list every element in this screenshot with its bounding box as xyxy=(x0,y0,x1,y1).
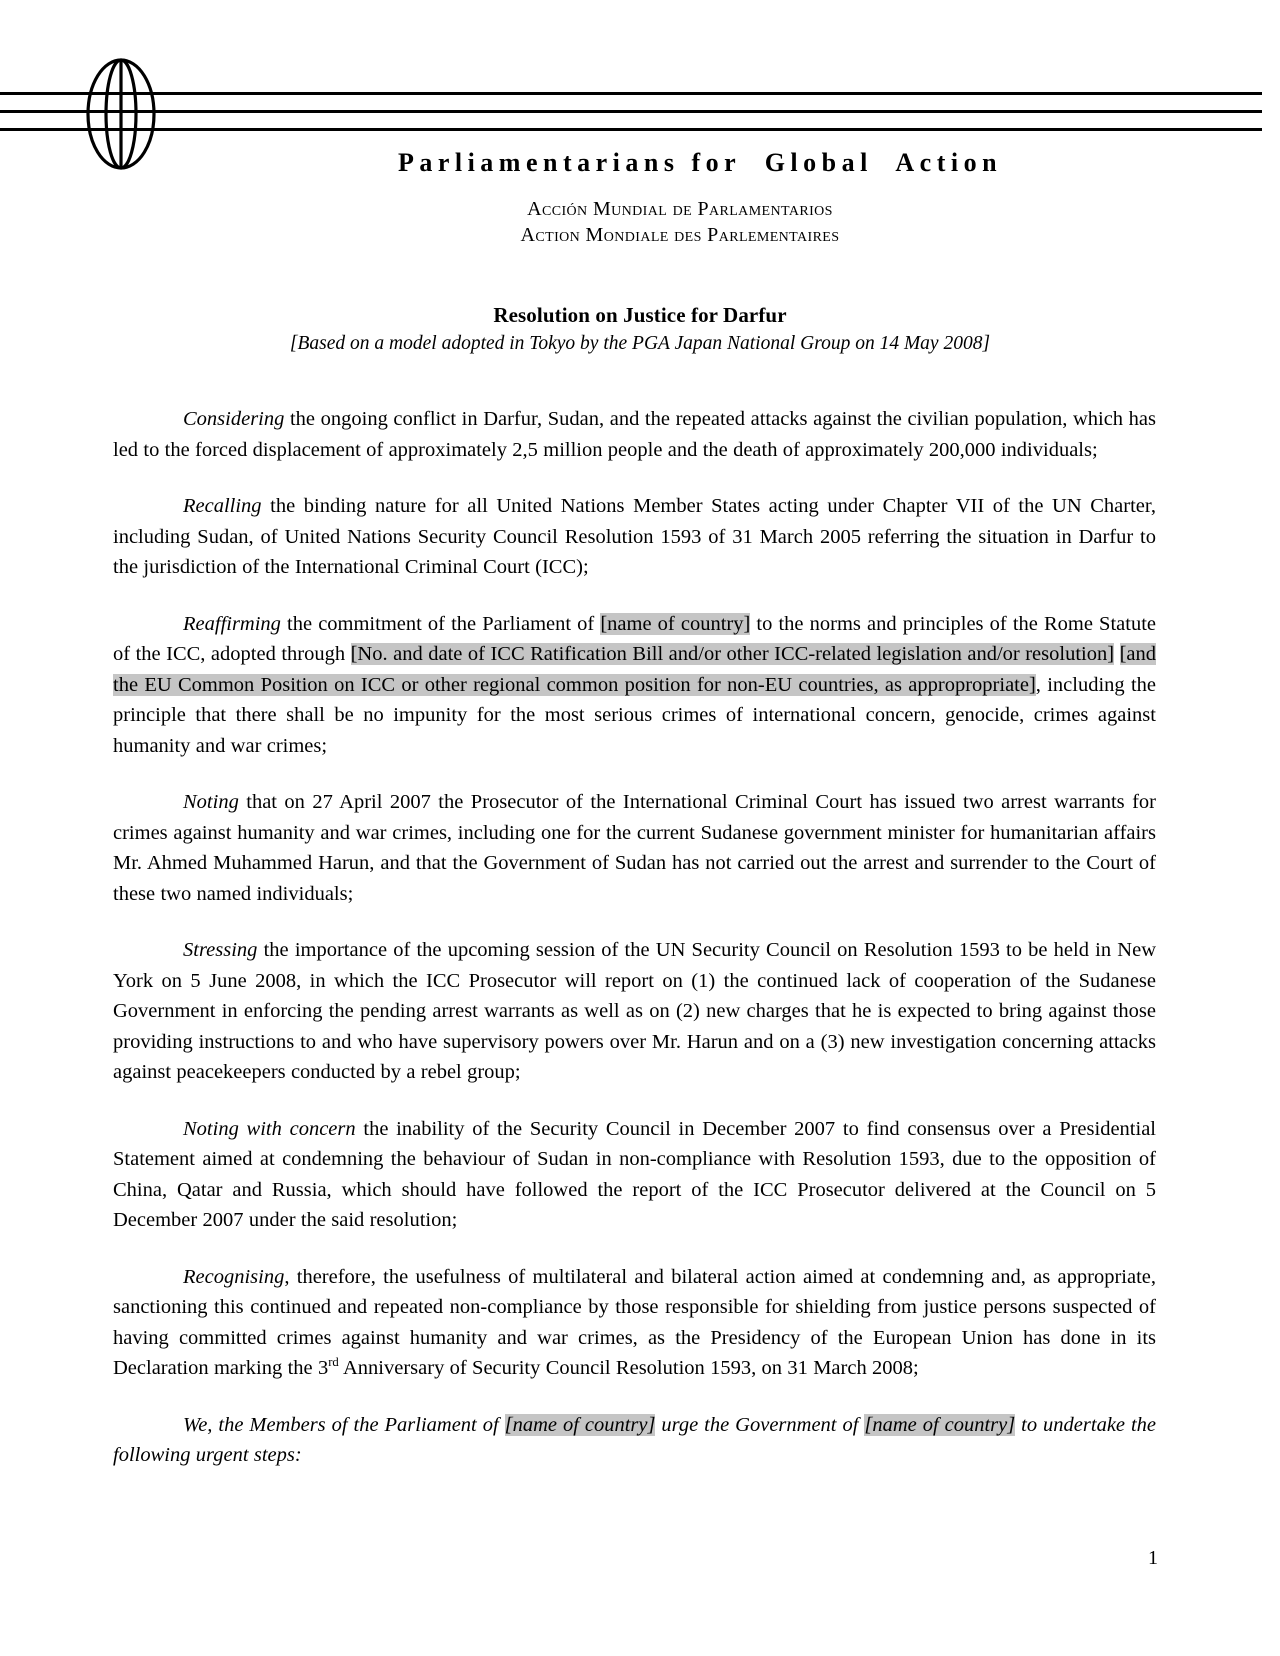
paragraph-reaffirming xyxy=(113,609,1156,762)
paragraph-text-stressing: the importance of the upcoming session of the UN Security Council on Resolution 1593 to be held in New York on 5 June 2008, in which the ICC Prosecutor will report on (1) the continued lack of cooperation of the Sudanese Government in enforcing the pending arrest warrants as well as on (2) new charges that he is expected to bring against those providing instructions to and who have supervisory powers over Mr. Harun and on a (3) new investigation concerning attacks against peacekeepers conducted by a rebel group; xyxy=(113,939,1156,1083)
paragraph-stressing xyxy=(113,935,1156,1088)
organization-name-spanish: Acción Mundial de Parlamentarios xyxy=(527,198,833,220)
paragraph-recognising xyxy=(113,1262,1156,1384)
paragraph-we-members xyxy=(113,1410,1156,1471)
ordinal-suffix: rd xyxy=(328,1355,339,1370)
page-title: Resolution on Justice for Darfur xyxy=(493,303,787,327)
placeholder-name-of-country-government: [name of country] xyxy=(864,1413,1016,1436)
placeholder-ratification-bill: [No. and date of ICC Ratification Bill and/or other ICC-related legislation and/or resolution] xyxy=(350,643,1115,665)
paragraph-noting-with-concern xyxy=(113,1114,1156,1236)
paragraph-recalling xyxy=(113,491,1156,583)
paragraph-text-reaffirming-4: , including the principle that there shall be no impunity for the most serious crimes of international concern, genocide, crimes against humanity and war crimes; xyxy=(113,673,1156,757)
paragraph-text-recognising-1: , therefore, the usefulness of multilateral and bilateral action aimed at condemning and, as appropriate, sanctioning this continued and repeated non-compliance by those responsible for shielding from justice persons suspected of having committed crimes against humanity and war crimes, as the Presidency of the European Union has done in its Declaration marking the 3 xyxy=(113,1265,1156,1379)
globe-icon xyxy=(75,58,167,170)
page-subtitle: [Based on a model adopted in Tokyo by the PGA Japan National Group on 14 May 2008] xyxy=(289,333,991,354)
paragraph-text-we-members-2: urge the Government of xyxy=(655,1413,865,1436)
document-body xyxy=(113,404,1156,1471)
paragraph-lead-noting-with-concern: Noting with concern xyxy=(183,1117,356,1140)
paragraph-text-noting: that on 27 April 2007 the Prosecutor of the International Criminal Court has issued two arrest warrants for crimes against humanity and war crimes, including one for the current Sudanese government minister for humanitarian affairs Mr. Ahmed Muhammed Harun, and that the Government of Sudan has not carried out the arrest and surrender to the Court of these two named individuals; xyxy=(113,791,1156,905)
paragraph-noting xyxy=(113,787,1156,909)
paragraph-text-recognising-2: Anniversary of Security Council Resolution 1593, on 31 March 2008; xyxy=(338,1357,919,1379)
organization-name-french: Action Mondiale des Parlementaires xyxy=(520,224,840,246)
paragraph-lead-recognising: Recognising xyxy=(183,1265,285,1288)
paragraph-text-reaffirming-2: to the norms and principles of the Rome Statute of the ICC, adopted through xyxy=(113,612,1156,665)
paragraph-text-noting-with-concern: the inability of the Security Council in December 2007 to find consensus over a Presidential Statement aimed at condemning the behaviour of Sudan in non-compliance with Resolution 1593, due to the opposition of China, Qatar and Russia, which should have followed the report of the ICC Prosecutor delivered at the Council on 5 December 2007 under the said resolution; xyxy=(113,1117,1156,1231)
placeholder-name-of-country-parliament: [name of country] xyxy=(504,1413,656,1436)
paragraph-text-we-members-1: We, the Members of the Parliament of xyxy=(183,1413,505,1436)
paragraph-lead-reaffirming: Reaffirming xyxy=(183,612,281,635)
organization-name: Parliamentarians for Global Action xyxy=(397,148,1003,177)
paragraph-lead-noting: Noting xyxy=(183,791,239,813)
paragraph-lead-considering: Considering xyxy=(183,408,285,430)
paragraph-considering xyxy=(113,404,1156,465)
paragraph-text-considering: the ongoing conflict in Darfur, Sudan, and the repeated attacks against the civilian population, which has led to the forced displacement of approximately 2,5 million people and the death of approximately 200,000 individuals; xyxy=(113,408,1156,461)
header-rule-middle xyxy=(0,110,1262,113)
header-rule-bottom xyxy=(0,128,1262,131)
paragraph-text-we-members-3: to undertake the following urgent steps: xyxy=(113,1413,1157,1466)
paragraph-text-reaffirming-3 xyxy=(1114,643,1120,665)
paragraph-lead-stressing: Stressing xyxy=(183,939,258,961)
paragraph-text-reaffirming-1: the commitment of the Parliament of xyxy=(280,612,601,635)
letterhead xyxy=(0,0,1280,246)
paragraph-text-recalling: the binding nature for all United Nations Member States acting under Chapter VII of the UN Charter, including Sudan, of United Nations Security Council Resolution 1593 of 31 March 2005 referring the situation in Darfur to the jurisdiction of the International Criminal Court (ICC); xyxy=(113,495,1156,578)
page-number: 1 xyxy=(1148,1547,1158,1569)
placeholder-name-of-country: [name of country] xyxy=(600,612,751,635)
header-rules xyxy=(0,92,1262,138)
paragraph-lead-recalling: Recalling xyxy=(183,495,262,517)
header-rule-top xyxy=(0,92,1262,95)
placeholder-eu-common-position: [and the EU Common Position on ICC or other regional common position for non-EU countries, as appropropriate] xyxy=(113,643,1156,696)
